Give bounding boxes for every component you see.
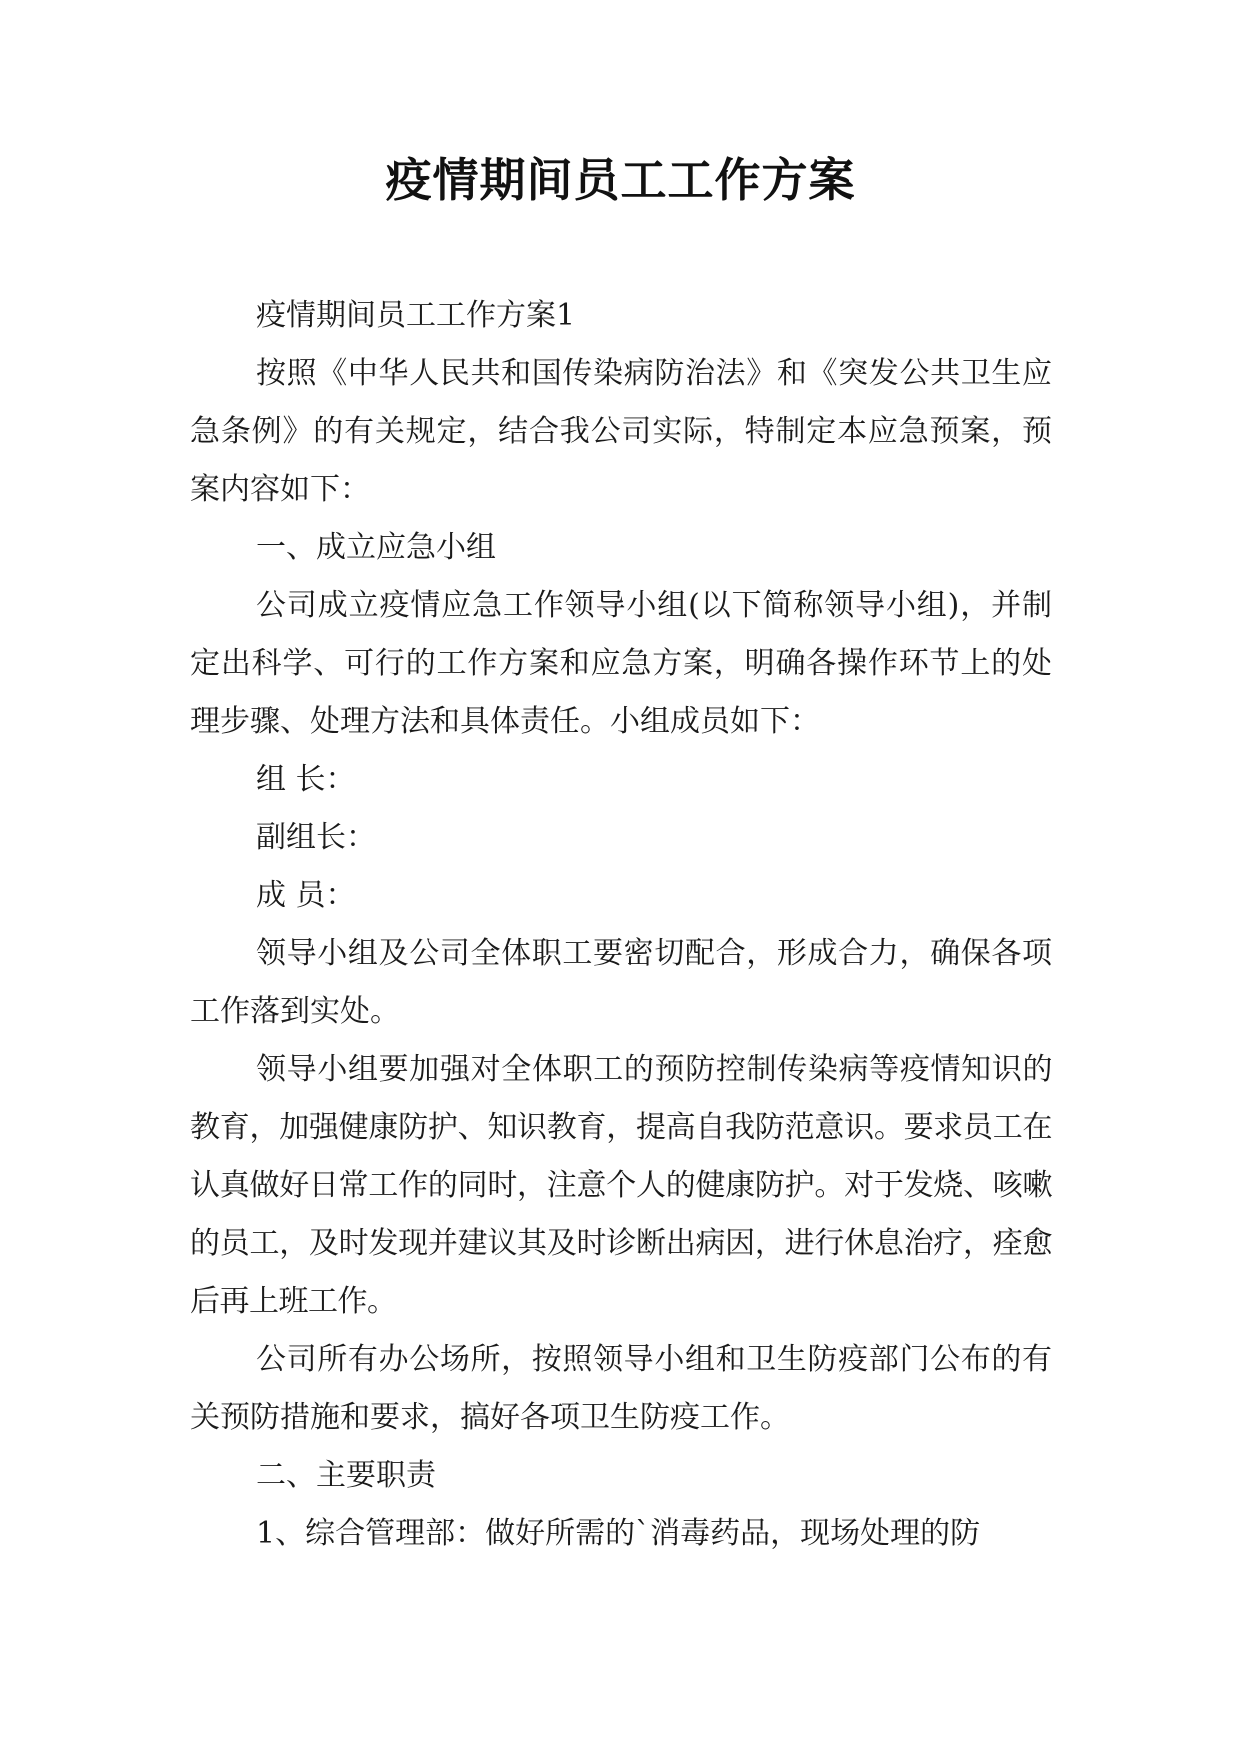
- member-line: 组 长：: [256, 762, 356, 797]
- document-body: [190, 287, 1052, 1563]
- document-title: 疫情期间员工工作方案: [385, 153, 856, 207]
- body-paragraph: 按照《中华人民共和国传染病防治法》和《突发公共卫生应急条例》的有关规定，结合我公司实际，特制定本应急预案，预案内容如下：: [190, 356, 1052, 507]
- body-paragraph: 领导小组及公司全体职工要密切配合，形成合力，确保各项工作落到实处。: [190, 936, 1052, 1029]
- section-heading: 二、主要职责: [256, 1458, 436, 1493]
- section-heading: 疫情期间员工工作方案1: [256, 298, 576, 333]
- member-line: 成 员：: [256, 878, 356, 913]
- section-heading: 一、成立应急小组: [256, 530, 496, 565]
- body-paragraph: 1、综合管理部：做好所需的`消毒药品，现场处理的防: [256, 1516, 981, 1551]
- member-line: 副组长：: [256, 820, 376, 855]
- body-paragraph: 公司所有办公场所，按照领导小组和卫生防疫部门公布的有关预防措施和要求，搞好各项卫生防疫工作。: [190, 1342, 1052, 1435]
- body-paragraph: 公司成立疫情应急工作领导小组(以下简称领导小组)，并制定出科学、可行的工作方案和应急方案，明确各操作环节上的处理步骤、处理方法和具体责任。小组成员如下：: [190, 588, 1052, 739]
- body-paragraph: 领导小组要加强对全体职工的预防控制传染病等疫情知识的教育，加强健康防护、知识教育，提高自我防范意识。要求员工在认真做好日常工作的同时，注意个人的健康防护。对于发烧、咳嗽的员工，及时发现并建议其及时诊断出病因，进行休息治疗，痊愈后再上班工作。: [190, 1052, 1052, 1319]
